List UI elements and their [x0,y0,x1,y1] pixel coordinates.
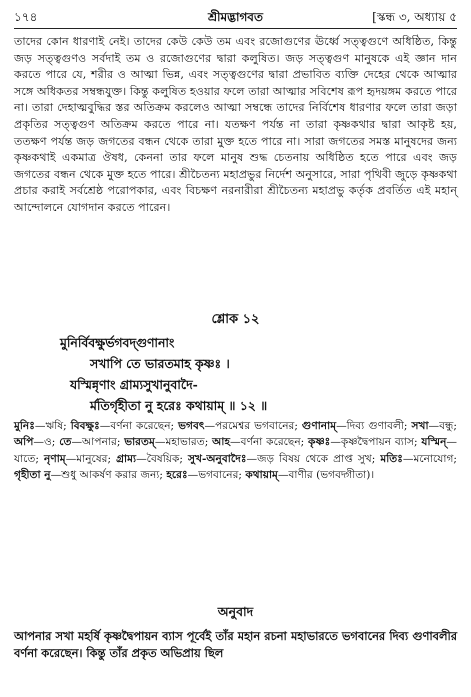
synonym-meaning: মনোযোগ; [413,452,457,465]
translation-text [14,628,457,662]
synonym-meaning: ও; [44,436,56,449]
synonym-term: যস্মিন্ [421,436,447,449]
synonym-meaning: যাতে; [14,452,39,465]
verse-line-2: সখাপি তে ভারতমাহ কৃষ্ণঃ । [90,356,230,371]
synonym-meaning: বর্ণনা করেছেন; [110,420,175,432]
synonym-meaning: ভগবানের; [198,469,243,482]
book-title: শ্রীমদ্ভাগবত [207,10,263,24]
synonym-meaning: দিব্য গুণাবলী; [346,420,408,432]
synonyms-paragraph: মুনিঃ—ঋষি; বিবক্ষুঃ—বর্ণনা করেছেন; ভগবৎ—পরমেশ্বর ভগবানের; গুণানাম্—দিব্য গুণাবলী; সখা—বন্ধু; অপি—ও; তে—আপনার; ভারতম্—মহাভারত; আহ—বর্ণনা করেছেন; কৃষ্ণঃ—কৃষ্ণদ্বৈপায়ন ব্যাস; যস্মিন্—যাতে; নৃণাম্—মানুষের; গ্রাম্য—বৈষয়িক; সুখ-অনুবাদৈঃ—জড় বিষয় থেকে প্রাপ্ত সুখ; মতিঃ—মনোযোগ; গৃহীতা নু—শুধু আকর্ষণ করার জন্য; হরেঃ—ভগবানের; কথায়াম্—বাণীর (ভগবদ্গীতা)। [14,420,458,482]
synonym-term: আহ [212,436,231,449]
translation-title: অনুবাদ [217,604,254,619]
synonym-term: গ্রাম্য [116,452,137,465]
synonym-meaning: ঋষি; [45,420,67,432]
chapter-location: [স্কন্ধ ৩, অধ্যায় ৫ [372,10,457,24]
page-number: ১৭৪ [14,10,38,24]
synonym-term: নৃণাম্ [44,452,66,465]
synonym-term: সুখ-অনুবাদৈঃ [188,452,247,465]
synonym-meaning: বৈষয়িক; [146,452,183,465]
synonym-meaning: আপনার; [82,436,121,449]
synonym-meaning: জড় বিষয় থেকে প্রাপ্ত সুখ; [257,452,376,465]
synonym-term: মুনিঃ [14,420,35,432]
verse-line-4: র্মতির্গৃহীতা নু হরেঃ কথায়াম্ ॥ ১২ ॥ [90,398,268,413]
purport-text [14,34,457,217]
synonym-meaning: মহাভারত; [165,436,209,449]
synonym-term: গুণানাম্ [301,420,337,432]
synonym-term: কৃষ্ণঃ [308,436,331,449]
verse-line-3: যস্মিন্নৃণাং গ্রাম্যসুখানুবাদৈ- [70,377,198,392]
synonym-meaning: শুধু আকর্ষণ করার জন্য; [61,469,163,482]
synonym-term: বিবক্ষুঃ [70,420,100,432]
synonym-meaning: বাণীর (ভগবদ্গীতা)। [288,469,375,482]
synonym-meaning: বন্ধু; [439,420,457,432]
synonym-term: হরেঃ [166,469,188,482]
page-header [14,8,457,26]
header-rule [14,28,457,29]
translation-paragraph: আপনার সখা মহর্ষি কৃষ্ণদ্বৈপায়ন ব্যাস পূর্বেই তাঁর মহান রচনা মহাভারতে ভগবানের দিব্য গুণাবলীর বর্ণনা করেছেন। কিন্তু তাঁর প্রকৃত অভিপ্রায় ছিল [14,629,457,660]
synonym-term: সখা [411,420,429,432]
synonym-term: তে [59,436,72,449]
synonym-term: গৃহীতা নু [14,469,51,482]
synonym-meaning: কৃষ্ণদ্বৈপায়ন ব্যাস; [340,436,418,449]
synonym-term: ভগবৎ [178,420,205,432]
synonym-meaning: মানুষের; [76,452,112,465]
synonym-term: ভারতম্ [124,436,155,449]
synonym-term: কথায়াম্ [245,469,278,482]
verse-title: শ্লোক ১২ [211,312,260,327]
word-meanings [14,418,457,484]
synonym-meaning: পরমেশ্বর ভগবানের; [215,420,298,432]
synonym-term: মতিঃ [380,452,403,465]
synonym-meaning: বর্ণনা করেছেন; [240,436,305,449]
verse-line-1: মুনির্বিবক্ষুর্ভগবদ্‌গুণানাং [60,335,175,350]
sanskrit-verse [60,332,451,416]
synonym-term: অপি [14,436,34,449]
purport-paragraph: তাদের কোন ধারণাই নেই। তাদের কেউ কেউ তম এবং রজোগুণের ঊর্ধ্বে সত্ত্বগুণে অধিষ্ঠিত, কিন্তু জড় সত্ত্বগুণও সর্বদাই তম ও রজোগুণের দ্বারা কলুষিত। জড় সত্ত্বগুণ মানুষকে এই জ্ঞান দান করতে পারে যে, শরীর ও আত্মা ভিন্ন, এবং সত্ত্বগুণের দ্বারা প্রভাবিত ব্যক্তি দেহের থেকে আত্মার সঙ্গে অধিকতর সম্বন্ধযুক্ত। কিন্তু কলুষিত হওয়ার ফলে তারা আত্মার সবিশেষ রূপ হৃদয়ঙ্গম করতে পারে না। তারা দেহাত্মবুদ্ধির স্তর অতিক্রম করলেও আত্মা সম্বন্ধে তাদের নির্বিশেষ ধারণার ফলে তারা জড়া প্রকৃতির সত্ত্বগুণ অতিক্রম করতে পারে না। যতক্ষণ পর্যন্ত না তারা কৃষ্ণকথার দ্বারা আকৃষ্ট হয়, ততক্ষণ পর্যন্ত জড় জগতের বন্ধন থেকে তারা মুক্ত হতে পারে না। সারা জগতের সমস্ত মানুষদের জন্য কৃষ্ণকথাই একমাত্র ঔষধ, কেননা তার ফলে মানুষ শুদ্ধ চেতনায় অধিষ্ঠিত হতে পারে এবং জড় জগতের বন্ধন থেকে মুক্ত হতে পারে। শ্রীচৈতন্য মহাপ্রভুর নির্দেশ অনুসারে, সারা পৃথিবী জুড়ে কৃষ্ণকথা প্রচার করাই সর্বশ্রেষ্ঠ পরোপকার, এবং বিচক্ষণ নরনারীরা শ্রীচৈতন্য মহাপ্রভু কর্তৃক প্রবর্তিত এই মহান্ আন্দোলনে যোগদান করতে পারেন। [14,35,457,214]
